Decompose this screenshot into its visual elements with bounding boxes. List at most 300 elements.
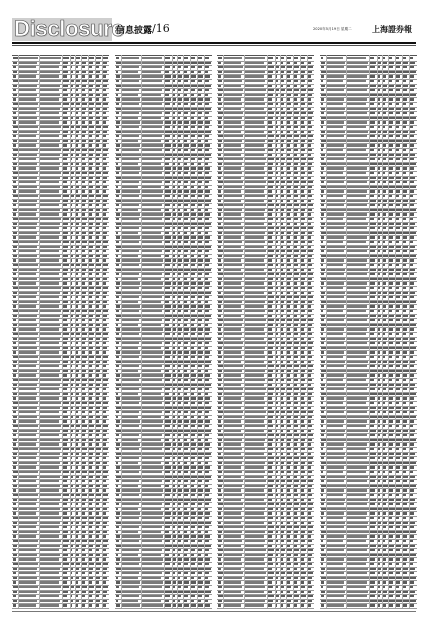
table-cell-number: [307, 545, 311, 547]
table-cell-number: [116, 416, 119, 418]
table-cell-number: [307, 397, 311, 399]
table-cell-number: [410, 163, 416, 165]
table-cell-number: [95, 591, 100, 593]
table-cell-number: [70, 103, 74, 105]
table-cell-number: [403, 411, 407, 413]
table-cell-number: [198, 402, 202, 404]
table-cell-text: [224, 282, 241, 284]
table-cell-text: [39, 154, 60, 156]
table-cell-number: [267, 443, 272, 445]
table-cell-number: [300, 439, 305, 441]
table-cell-number: [280, 310, 284, 312]
table-cell-number: [370, 232, 377, 234]
table-cell-text: [39, 416, 60, 418]
table-cell-number: [205, 443, 210, 445]
table-cell-number: [70, 489, 72, 491]
table-cell-number: [116, 540, 119, 542]
table-cell-text: [39, 200, 60, 202]
table-cell-number: [95, 384, 100, 386]
table-cell-number: [307, 319, 313, 321]
table-cell-text: [19, 402, 38, 404]
table-cell-text: [224, 117, 242, 119]
table-cell-number: [389, 457, 393, 459]
table-cell-text: [224, 420, 241, 422]
table-cell-number: [62, 75, 67, 77]
table-cell-number: [275, 476, 277, 478]
table-cell-number: [300, 356, 305, 358]
table-cell-number: [275, 98, 277, 100]
table-cell-number: [378, 117, 382, 119]
table-cell-text: [224, 273, 243, 275]
table-cell-number: [88, 347, 93, 349]
table-cell-number: [62, 471, 69, 473]
table-cell-number: [218, 264, 222, 266]
table-cell-number: [178, 374, 182, 376]
table-cell-number: [293, 310, 298, 312]
table-cell-text: [39, 66, 59, 68]
table-cell-text: [347, 420, 368, 422]
table-cell-number: [293, 292, 297, 294]
table-cell-number: [267, 384, 272, 386]
table-cell-number: [173, 209, 175, 211]
table-cell-number: [383, 292, 387, 294]
table-cell-number: [293, 522, 297, 524]
table-cell-number: [300, 255, 305, 257]
table-cell-number: [389, 140, 395, 142]
table-cell-number: [13, 227, 16, 229]
table-cell-text: [142, 282, 163, 284]
table-cell-number: [267, 177, 272, 179]
table-cell-number: [191, 554, 195, 556]
table-cell-number: [191, 347, 195, 349]
table-cell-number: [75, 466, 78, 468]
table-cell-number: [378, 374, 381, 376]
table-cell-number: [267, 439, 273, 441]
table-cell-number: [184, 425, 188, 427]
table-cell-number: [88, 98, 92, 100]
table-cell-number: [88, 131, 93, 133]
table-cell-number: [13, 476, 17, 478]
table-cell-number: [383, 370, 388, 372]
table-cell-number: [62, 443, 67, 445]
table-cell-number: [198, 434, 203, 436]
table-cell-text: [244, 388, 266, 390]
table-cell-number: [173, 453, 177, 455]
table-cell-number: [267, 319, 274, 321]
table-cell-number: [218, 489, 221, 491]
table-cell-number: [275, 158, 279, 160]
table-cell-number: [403, 338, 408, 340]
table-cell-number: [62, 71, 68, 73]
table-cell-number: [267, 563, 273, 565]
table-cell-number: [389, 149, 393, 151]
table-cell-number: [62, 466, 67, 468]
table-cell-number: [70, 439, 73, 441]
table-cell-number: [383, 356, 386, 358]
table-cell-text: [327, 223, 345, 225]
table-cell-number: [198, 351, 203, 353]
table-cell-number: [116, 535, 120, 537]
table-cell-number: [88, 135, 92, 137]
table-cell-text: [19, 121, 36, 123]
table-cell-number: [321, 333, 324, 335]
table-cell-number: [13, 98, 16, 100]
table-cell-number: [102, 282, 106, 284]
table-cell-number: [102, 278, 107, 280]
table-cell-number: [95, 494, 101, 496]
table-cell-number: [178, 246, 183, 248]
table-cell-number: [81, 241, 87, 243]
table-cell-number: [293, 333, 298, 335]
table-cell-number: [410, 200, 415, 202]
table-cell-number: [62, 457, 67, 459]
table-cell-text: [39, 269, 60, 271]
table-cell-number: [218, 420, 221, 422]
table-cell-number: [267, 535, 272, 537]
table-cell-number: [205, 342, 210, 344]
table-cell-text: [347, 126, 367, 128]
table-cell-number: [70, 430, 73, 432]
table-cell-number: [403, 167, 408, 169]
table-cell-number: [307, 282, 311, 284]
table-cell-text: [122, 581, 140, 583]
table-cell-text: [244, 568, 264, 570]
table-cell-number: [75, 508, 79, 510]
table-cell-number: [116, 379, 119, 381]
table-cell-number: [370, 236, 376, 238]
table-cell-number: [191, 154, 197, 156]
table-cell-number: [13, 135, 16, 137]
table-cell-number: [102, 466, 106, 468]
table-cell-number: [403, 356, 407, 358]
table-cell-text: [224, 604, 241, 606]
table-cell-number: [218, 586, 222, 588]
table-cell-number: [95, 218, 101, 220]
table-cell-number: [383, 195, 386, 197]
table-cell-number: [300, 319, 306, 321]
table-cell-number: [173, 430, 177, 432]
table-cell-number: [62, 581, 67, 583]
table-cell-number: [396, 397, 401, 399]
table-cell-number: [321, 466, 325, 468]
table-cell-number: [307, 517, 312, 519]
table-cell-text: [142, 549, 163, 551]
table-cell-number: [198, 236, 203, 238]
table-cell-text: [224, 292, 241, 294]
table-cell-number: [396, 393, 402, 395]
table-cell-number: [205, 370, 209, 372]
table-cell-number: [191, 411, 196, 413]
table-cell-text: [224, 351, 241, 353]
table-cell-number: [286, 457, 292, 459]
table-cell-text: [244, 466, 264, 468]
table-cell-text: [327, 255, 346, 257]
table-cell-number: [293, 62, 297, 64]
table-cell-number: [102, 526, 106, 528]
table-cell-number: [280, 158, 285, 160]
table-cell-number: [13, 108, 17, 110]
table-cell-number: [275, 172, 278, 174]
table-cell-number: [383, 117, 388, 119]
table-cell-text: [19, 430, 37, 432]
table-cell-number: [403, 462, 409, 464]
table-cell-number: [218, 149, 222, 151]
table-cell-number: [286, 315, 290, 317]
table-cell-number: [293, 287, 298, 289]
table-cell-number: [75, 278, 79, 280]
table-cell-number: [275, 568, 277, 570]
table-cell-number: [95, 558, 99, 560]
table-cell-number: [205, 384, 211, 386]
table-cell-text: [142, 586, 162, 588]
table-cell-text: [142, 531, 162, 533]
table-cell-number: [370, 71, 377, 73]
table-cell-number: [205, 503, 210, 505]
table-cell-number: [165, 604, 171, 606]
table-cell-number: [184, 112, 189, 114]
table-cell-text: [327, 388, 344, 390]
table-cell-number: [403, 255, 409, 257]
table-cell-number: [300, 246, 304, 248]
table-cell-number: [75, 600, 79, 602]
table-cell-text: [122, 356, 139, 358]
table-cell-number: [396, 75, 401, 77]
table-cell-number: [267, 522, 272, 524]
table-cell-number: [81, 71, 86, 73]
table-cell-number: [13, 200, 17, 202]
table-cell-text: [39, 439, 60, 441]
table-cell-text: [347, 236, 368, 238]
table-cell-text: [347, 250, 367, 252]
table-cell-number: [389, 112, 393, 114]
table-cell-text: [327, 241, 344, 243]
table-cell-number: [378, 273, 380, 275]
table-cell-number: [81, 434, 85, 436]
table-cell-number: [293, 476, 297, 478]
table-cell-number: [267, 144, 272, 146]
table-cell-number: [165, 554, 170, 556]
table-cell-number: [307, 181, 313, 183]
table-cell-number: [102, 112, 106, 114]
table-cell-text: [19, 324, 37, 326]
table-cell-number: [198, 305, 203, 307]
table-cell-number: [198, 319, 203, 321]
table-cell-number: [173, 563, 175, 565]
table-cell-number: [267, 158, 274, 160]
table-cell-text: [19, 190, 36, 192]
table-cell-number: [383, 407, 387, 409]
table-cell-text: [142, 144, 163, 146]
table-cell-number: [280, 480, 285, 482]
table-cell-text: [19, 250, 36, 252]
table-cell-number: [173, 57, 175, 59]
table-cell-text: [327, 439, 346, 441]
table-cell-number: [307, 531, 312, 533]
table-cell-text: [19, 365, 36, 367]
table-cell-number: [102, 250, 106, 252]
table-cell-number: [70, 232, 73, 234]
table-cell-number: [62, 526, 67, 528]
table-cell-number: [267, 572, 274, 574]
table-cell-number: [184, 255, 188, 257]
table-cell-number: [116, 98, 120, 100]
table-cell-number: [321, 328, 325, 330]
table-cell-number: [286, 108, 290, 110]
table-cell-text: [224, 595, 243, 597]
table-cell-number: [286, 531, 291, 533]
table-cell-number: [178, 347, 181, 349]
table-cell-number: [102, 397, 106, 399]
table-cell-number: [13, 62, 17, 64]
table-cell-number: [267, 499, 272, 501]
table-cell-number: [205, 94, 209, 96]
table-cell-text: [224, 62, 241, 64]
table-cell-text: [142, 453, 164, 455]
table-cell-text: [39, 512, 59, 514]
table-cell-number: [396, 140, 402, 142]
table-cell-number: [383, 232, 388, 234]
table-cell-number: [13, 167, 16, 169]
table-cell-number: [13, 420, 16, 422]
table-cell-number: [184, 75, 189, 77]
table-cell-number: [410, 397, 415, 399]
table-cell-text: [327, 448, 344, 450]
table-cell-number: [102, 494, 108, 496]
table-cell-number: [307, 232, 312, 234]
table-cell-number: [178, 264, 181, 266]
table-cell-number: [293, 200, 297, 202]
table-cell-text: [19, 342, 36, 344]
table-cell-number: [396, 177, 401, 179]
table-cell-number: [378, 227, 380, 229]
table-cell-number: [275, 425, 278, 427]
table-cell-number: [191, 480, 196, 482]
table-cell-number: [286, 361, 290, 363]
table-cell-number: [410, 232, 416, 234]
table-cell-number: [102, 310, 108, 312]
table-cell-number: [293, 591, 297, 593]
table-cell-number: [280, 213, 283, 215]
table-cell-number: [81, 522, 86, 524]
table-cell-number: [191, 397, 196, 399]
table-cell-text: [122, 338, 141, 340]
table-cell-number: [184, 62, 190, 64]
table-cell-number: [378, 466, 381, 468]
table-cell-text: [39, 577, 60, 579]
table-cell-number: [205, 255, 209, 257]
table-cell-number: [321, 457, 324, 459]
table-cell-text: [142, 471, 162, 473]
table-cell-number: [173, 112, 176, 114]
table-cell-text: [224, 232, 242, 234]
table-cell-number: [267, 379, 273, 381]
table-cell-number: [173, 535, 176, 537]
table-cell-number: [280, 264, 284, 266]
table-cell-number: [280, 517, 284, 519]
table-cell-number: [191, 236, 196, 238]
table-cell-number: [280, 75, 283, 77]
table-cell-number: [403, 241, 407, 243]
table-cell-number: [267, 526, 274, 528]
table-cell-number: [178, 434, 182, 436]
table-cell-number: [275, 310, 278, 312]
table-cell-number: [205, 595, 210, 597]
table-cell-number: [81, 402, 87, 404]
table-cell-number: [293, 517, 298, 519]
table-cell-number: [389, 420, 394, 422]
table-cell-number: [205, 526, 210, 528]
table-cell-number: [165, 448, 170, 450]
table-cell-number: [116, 347, 119, 349]
table-cell-text: [19, 103, 38, 105]
table-cell-text: [224, 388, 243, 390]
table-cell-number: [95, 301, 100, 303]
table-cell-number: [275, 223, 277, 225]
table-cell-number: [191, 356, 195, 358]
table-cell-number: [307, 370, 312, 372]
table-cell-number: [102, 98, 106, 100]
table-cell-number: [378, 223, 381, 225]
table-cell-number: [286, 476, 290, 478]
table-cell-text: [347, 282, 368, 284]
table-cell-number: [75, 540, 80, 542]
table-cell-number: [307, 200, 311, 202]
table-cell-number: [184, 448, 188, 450]
table-cell-number: [102, 457, 106, 459]
table-cell-number: [116, 319, 120, 321]
table-cell-number: [198, 503, 203, 505]
table-cell-number: [198, 347, 202, 349]
table-cell-text: [224, 135, 243, 137]
table-cell-number: [396, 338, 401, 340]
table-cell-number: [293, 85, 297, 87]
table-cell-text: [19, 315, 37, 317]
table-cell-text: [39, 305, 59, 307]
table-cell-number: [88, 269, 93, 271]
table-cell-number: [102, 154, 107, 156]
table-cell-number: [13, 503, 16, 505]
table-cell-number: [88, 342, 92, 344]
table-cell-number: [378, 453, 381, 455]
table-cell-text: [142, 379, 162, 381]
table-cell-number: [205, 324, 209, 326]
table-cell-number: [191, 577, 195, 579]
table-cell-number: [191, 103, 195, 105]
table-cell-number: [396, 126, 400, 128]
table-cell-number: [383, 167, 387, 169]
table-cell-number: [205, 462, 209, 464]
table-cell-number: [383, 227, 386, 229]
table-cell-number: [75, 554, 79, 556]
table-cell-text: [19, 144, 36, 146]
table-cell-number: [198, 190, 203, 192]
table-cell-number: [62, 269, 68, 271]
brand-logo: Disclosure: [14, 16, 124, 41]
table-cell-number: [378, 388, 380, 390]
table-cell-number: [389, 319, 393, 321]
table-cell-text: [224, 333, 242, 335]
table-cell-number: [280, 526, 285, 528]
table-cell-number: [88, 75, 92, 77]
table-cell-number: [396, 259, 401, 261]
table-cell-number: [184, 485, 188, 487]
table-cell-text: [244, 407, 264, 409]
table-cell-number: [218, 213, 221, 215]
table-cell-text: [244, 80, 265, 82]
table-cell-number: [173, 287, 175, 289]
table-cell-number: [88, 434, 92, 436]
table-cell-number: [75, 287, 80, 289]
